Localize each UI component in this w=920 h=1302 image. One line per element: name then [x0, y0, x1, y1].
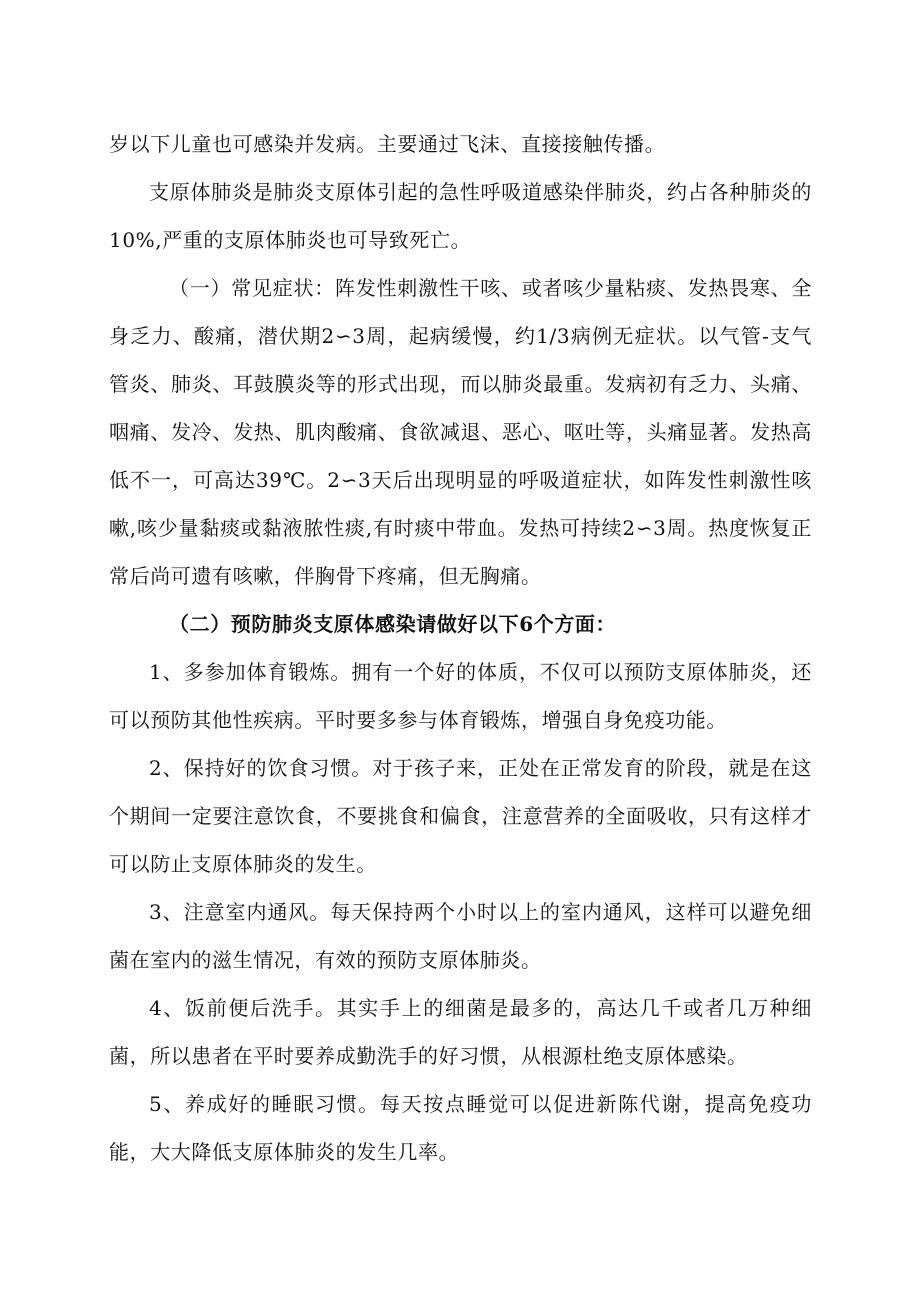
list-item-diet: 2、保持好的饮食习惯。对于孩子来，正处在正常发育的阶段，就是在这个期间一定要注意饮食，不要挑食和偏食，注意营养的全面吸收，只有这样才可以防止支原体肺炎的发生。 — [109, 756, 812, 876]
list-item-handwashing: 4、饭前便后洗手。其实手上的细菌是最多的，高达几千或者几万种细菌，所以患者在平时要养成勤洗手的好习惯，从根源杜绝支原体感染。 — [109, 996, 812, 1068]
paragraph-intro: 支原体肺炎是肺炎支原体引起的急性呼吸道感染伴肺炎，约占各种肺炎的10%,严重的支原体肺炎也可导致死亡。 — [109, 180, 812, 252]
list-item-sleep: 5、养成好的睡眠习惯。每天按点睡觉可以促进新陈代谢，提高免疫功能，大大降低支原体肺炎的发生几率。 — [109, 1092, 812, 1164]
list-item-exercise: 1、多参加体育锻炼。拥有一个好的体质，不仅可以预防支原体肺炎，还可以预防其他性疾病。平时要多参与体育锻炼，增强自身免疫功能。 — [109, 660, 812, 732]
list-item-ventilation: 3、注意室内通风。每天保持两个小时以上的室内通风，这样可以避免细菌在室内的滋生情况，有效的预防支原体肺炎。 — [109, 900, 812, 972]
section-heading-prevention: （二）预防肺炎支原体感染请做好以下6个方面： — [169, 612, 617, 636]
paragraph-continuation: 岁以下儿童也可感染并发病。主要通过飞沫、直接接触传播。 — [109, 132, 666, 156]
paragraph-symptoms: （一）常见症状：阵发性刺激性干咳、或者咳少量粘痰、发热畏寒、全身乏力、酸痛，潜伏期2∽3周，起病缓慢，约1/3病例无症状。以气管-支气管炎、肺炎、耳鼓膜炎等的形式出现，而以肺炎最重。发病初有乏力、头痛、咽痛、发冷、发热、肌肉酸痛、食欲减退、恶心、呕吐等，头痛显著。发热高低不一，可高达39℃。2∽3天后出现明显的呼吸道症状，如阵发性刺激性咳嗽,咳少量黏痰或黏液脓性痰,有时痰中带血。发热可持续2∽3周。热度恢复正常后尚可遗有咳嗽，伴胸骨下疼痛，但无胸痛。 — [109, 276, 812, 588]
document-body — [109, 120, 812, 1176]
